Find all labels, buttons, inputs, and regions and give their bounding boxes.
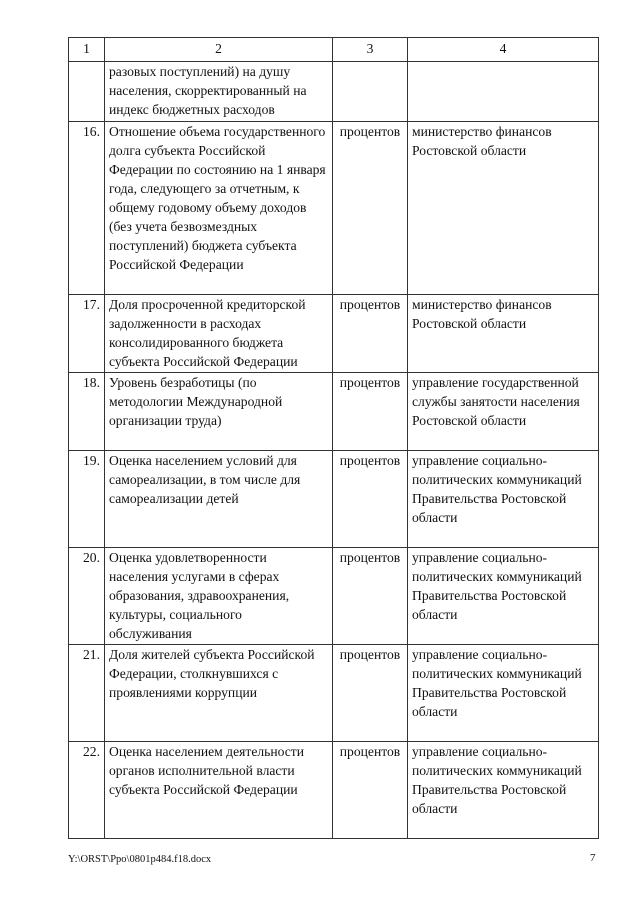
unit-of-measure: процентов [333, 373, 408, 451]
table-row [69, 122, 599, 295]
column-header-num: 1 [69, 38, 105, 62]
row-number: 17. [69, 295, 105, 373]
column-header-name: 2 [105, 38, 333, 62]
unit-of-measure: процентов [333, 548, 408, 645]
unit-of-measure: процентов [333, 742, 408, 839]
table-row [69, 742, 599, 839]
table-row [69, 548, 599, 645]
responsible-body: министерство финансов Ростовской области [408, 122, 599, 295]
indicator-name: Доля жителей субъекта Российской Федерации, столкнувшихся с проявлениями коррупции [105, 645, 333, 742]
unit-of-measure: процентов [333, 645, 408, 742]
unit-of-measure: процентов [333, 451, 408, 548]
indicators-table [68, 37, 599, 839]
row-number: 20. [69, 548, 105, 645]
indicator-name: Уровень безработицы (по методологии Международной организации труда) [105, 373, 333, 451]
table-header-row [69, 38, 599, 62]
indicator-name: Оценка населением деятельности органов исполнительной власти субъекта Российской Федерации [105, 742, 333, 839]
row-number: 22. [69, 742, 105, 839]
unit-of-measure: процентов [333, 122, 408, 295]
table-row [69, 451, 599, 548]
indicator-name: Доля просроченной кредиторской задолженности в расходах консолидированного бюджета субъекта Российской Федерации [105, 295, 333, 373]
indicator-name: Отношение объема государственного долга субъекта Российской Федерации по состоянию на 1 января года, следующего за отчетным, к общему годовому объему доходов (без учета безвозмездных поступлений) бюджета субъекта Российской Федерации [105, 122, 333, 295]
responsible-body: управление социально-политических коммуникаций Правительства Ростовской области [408, 742, 599, 839]
unit-of-measure: процентов [333, 295, 408, 373]
responsible-body: управление социально-политических коммуникаций Правительства Ростовской области [408, 548, 599, 645]
responsible-body [408, 62, 599, 122]
row-number: 16. [69, 122, 105, 295]
table-row [69, 295, 599, 373]
row-number: 21. [69, 645, 105, 742]
table-row [69, 62, 599, 122]
row-number: 18. [69, 373, 105, 451]
column-header-unit: 3 [333, 38, 408, 62]
table-row [69, 373, 599, 451]
table-row [69, 645, 599, 742]
responsible-body: министерство финансов Ростовской области [408, 295, 599, 373]
footer-page-number: 7 [590, 852, 596, 864]
footer-file-path: Y:\ORST\Ppo\0801p484.f18.docx [68, 854, 212, 865]
indicator-name: Оценка удовлетворенности населения услугами в сферах образования, здравоохранения, культуры, социального обслуживания [105, 548, 333, 645]
responsible-body: управление социально-политических коммуникаций Правительства Ростовской области [408, 451, 599, 548]
unit-of-measure [333, 62, 408, 122]
indicator-name: Оценка населением условий для самореализации, в том числе для самореализации детей [105, 451, 333, 548]
row-number [69, 62, 105, 122]
responsible-body: управление государственной службы занятости населения Ростовской области [408, 373, 599, 451]
responsible-body: управление социально-политических коммуникаций Правительства Ростовской области [408, 645, 599, 742]
column-header-responsible: 4 [408, 38, 599, 62]
row-number: 19. [69, 451, 105, 548]
indicator-name: разовых поступлений) на душу населения, скорректированный на индекс бюджетных расходов [105, 62, 333, 122]
